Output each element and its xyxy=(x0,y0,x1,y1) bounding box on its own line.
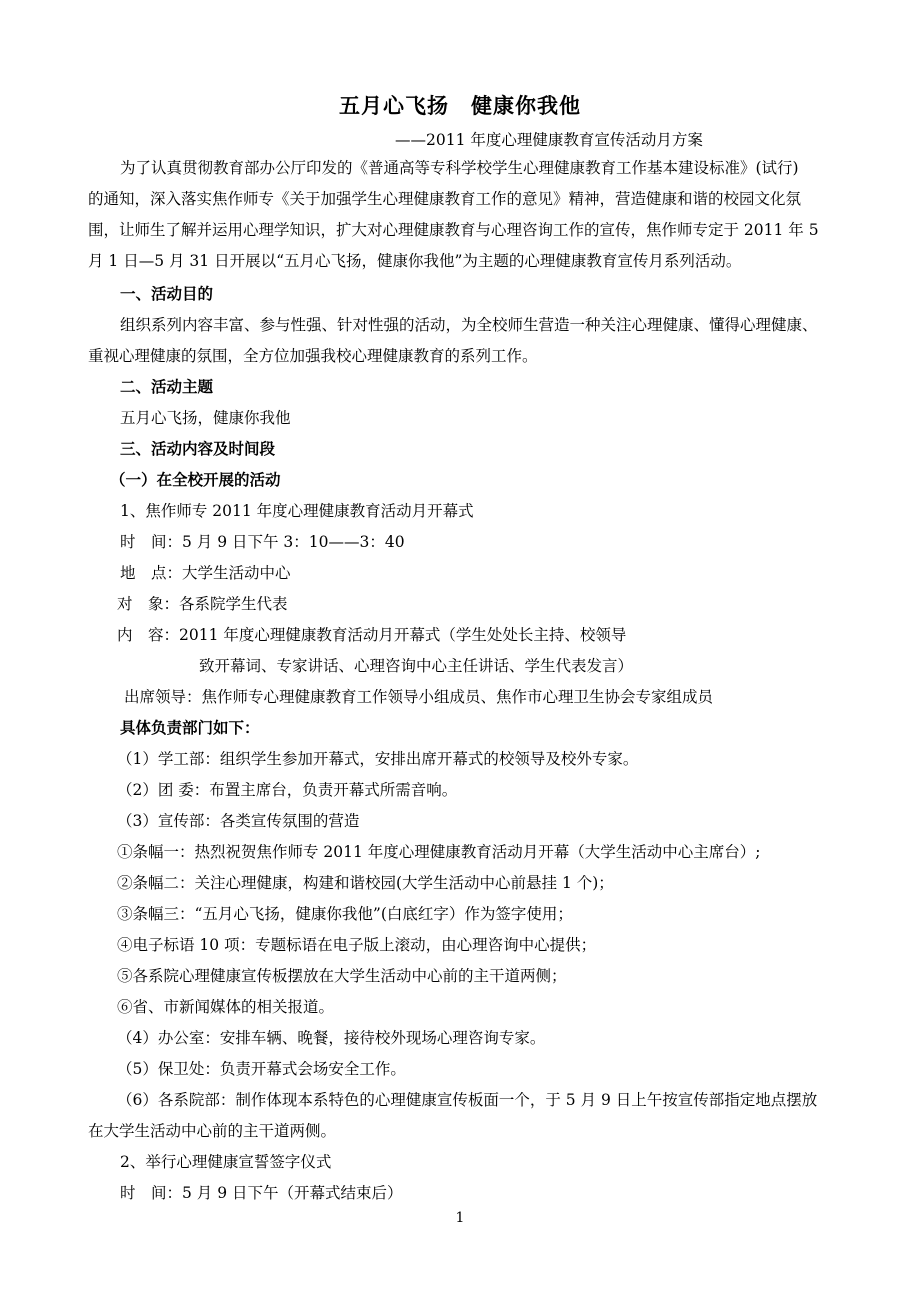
dept-youth-league: （2）团 委：布置主席台，负责开幕式所需音响。 xyxy=(117,781,458,799)
dept-publicity: （3）宣传部：各类宣传氛围的营造 xyxy=(117,812,360,830)
section-heading-content: 三、活动内容及时间段 xyxy=(120,440,276,458)
item1-content-1: 内 容：2011 年度心理健康教育活动月开幕式（学生处处长主持、校领导 xyxy=(117,626,627,644)
purpose-line-2: 重视心理健康的氛围，全方位加强我校心理健康教育的系列工作。 xyxy=(88,347,538,365)
banner-item-1: ①条幅一：热烈祝贺焦作师专 2011 年度心理健康教育活动月开幕（大学生活动中心主席台）; xyxy=(117,843,761,861)
intro-line-2: 的通知，深入落实焦作师专《关于加强学生心理健康教育工作的意见》精神，营造健康和谐的校园文化氛 xyxy=(88,190,802,208)
purpose-line-1: 组织系列内容丰富、参与性强、针对性强的活动，为全校师生营造一种关注心理健康、懂得心理健康、 xyxy=(120,316,818,334)
item1-target: 对 象：各系院学生代表 xyxy=(117,595,288,613)
item2-time: 时 间：5 月 9 日下午（开幕式结束后） xyxy=(120,1184,403,1202)
item1-title: 1、焦作师专 2011 年度心理健康教育活动月开幕式 xyxy=(120,502,474,520)
document-title: 五月心飞扬 健康你我他 xyxy=(339,94,581,118)
item1-time: 时 间：5 月 9 日下午 3：10——3：40 xyxy=(120,533,405,551)
intro-line-3: 围，让师生了解并运用心理学知识，扩大对心理健康教育与心理咨询工作的宣传，焦作师专定于 2011 年 5 xyxy=(88,221,819,239)
item1-leaders: 出席领导：焦作师专心理健康教育工作领导小组成员、焦作市心理卫生协会专家组成员 xyxy=(124,688,714,706)
intro-line-1: 为了认真贯彻教育部办公厅印发的《普通高等专科学校学生心理健康教育工作基本建设标准》(试行) xyxy=(120,159,799,177)
banner-item-2: ②条幅二：关注心理健康，构建和谐校园(大学生活动中心前悬挂 1 个)； xyxy=(117,874,614,892)
item2-title: 2、举行心理健康宣誓签字仪式 xyxy=(120,1153,332,1171)
section-heading-purpose: 一、活动目的 xyxy=(120,285,214,303)
item1-content-2: 致开幕词、专家讲话、心理咨询中心主任讲话、学生代表发言） xyxy=(199,657,634,675)
subsection-heading-school: （一）在全校开展的活动 xyxy=(110,471,281,489)
document-subtitle: ——2011 年度心理健康教育宣传活动月方案 xyxy=(395,131,703,149)
section-heading-theme: 二、活动主题 xyxy=(120,378,214,396)
intro-line-4: 月 1 日—5 月 31 日开展以“五月心飞扬，健康你我他”为主题的心理健康教育宣传月系列活动。 xyxy=(88,252,742,270)
item1-place: 地 点：大学生活动中心 xyxy=(120,564,291,582)
dept-colleges-2: 在大学生活动中心前的主干道两侧。 xyxy=(88,1122,337,1140)
dept-security: （5）保卫处：负责开幕式会场安全工作。 xyxy=(117,1060,406,1078)
banner-item-3: ③条幅三：“五月心飞扬，健康你我他”(白底红字）作为签字使用； xyxy=(117,905,573,923)
banner-item-5: ⑤各系院心理健康宣传板摆放在大学生活动中心前的主干道两侧； xyxy=(117,967,567,985)
theme-text: 五月心飞扬，健康你我他 xyxy=(120,409,291,427)
departments-heading: 具体负责部门如下： xyxy=(120,719,260,737)
dept-office: （4）办公室：安排车辆、晚餐，接待校外现场心理咨询专家。 xyxy=(117,1029,546,1047)
page-number: 1 xyxy=(455,1210,465,1226)
dept-colleges-1: （6）各系院部：制作体现本系特色的心理健康宣传板面一个，于 5 月 9 日上午按宣传部指定地点摆放 xyxy=(117,1091,818,1109)
banner-item-4: ④电子标语 10 项：专题标语在电子版上滚动，由心理咨询中心提供； xyxy=(117,936,597,954)
dept-student-affairs: （1）学工部：组织学生参加开幕式，安排出席开幕式的校领导及校外专家。 xyxy=(117,750,639,768)
banner-item-6: ⑥省、市新闻媒体的相关报道。 xyxy=(117,998,335,1016)
